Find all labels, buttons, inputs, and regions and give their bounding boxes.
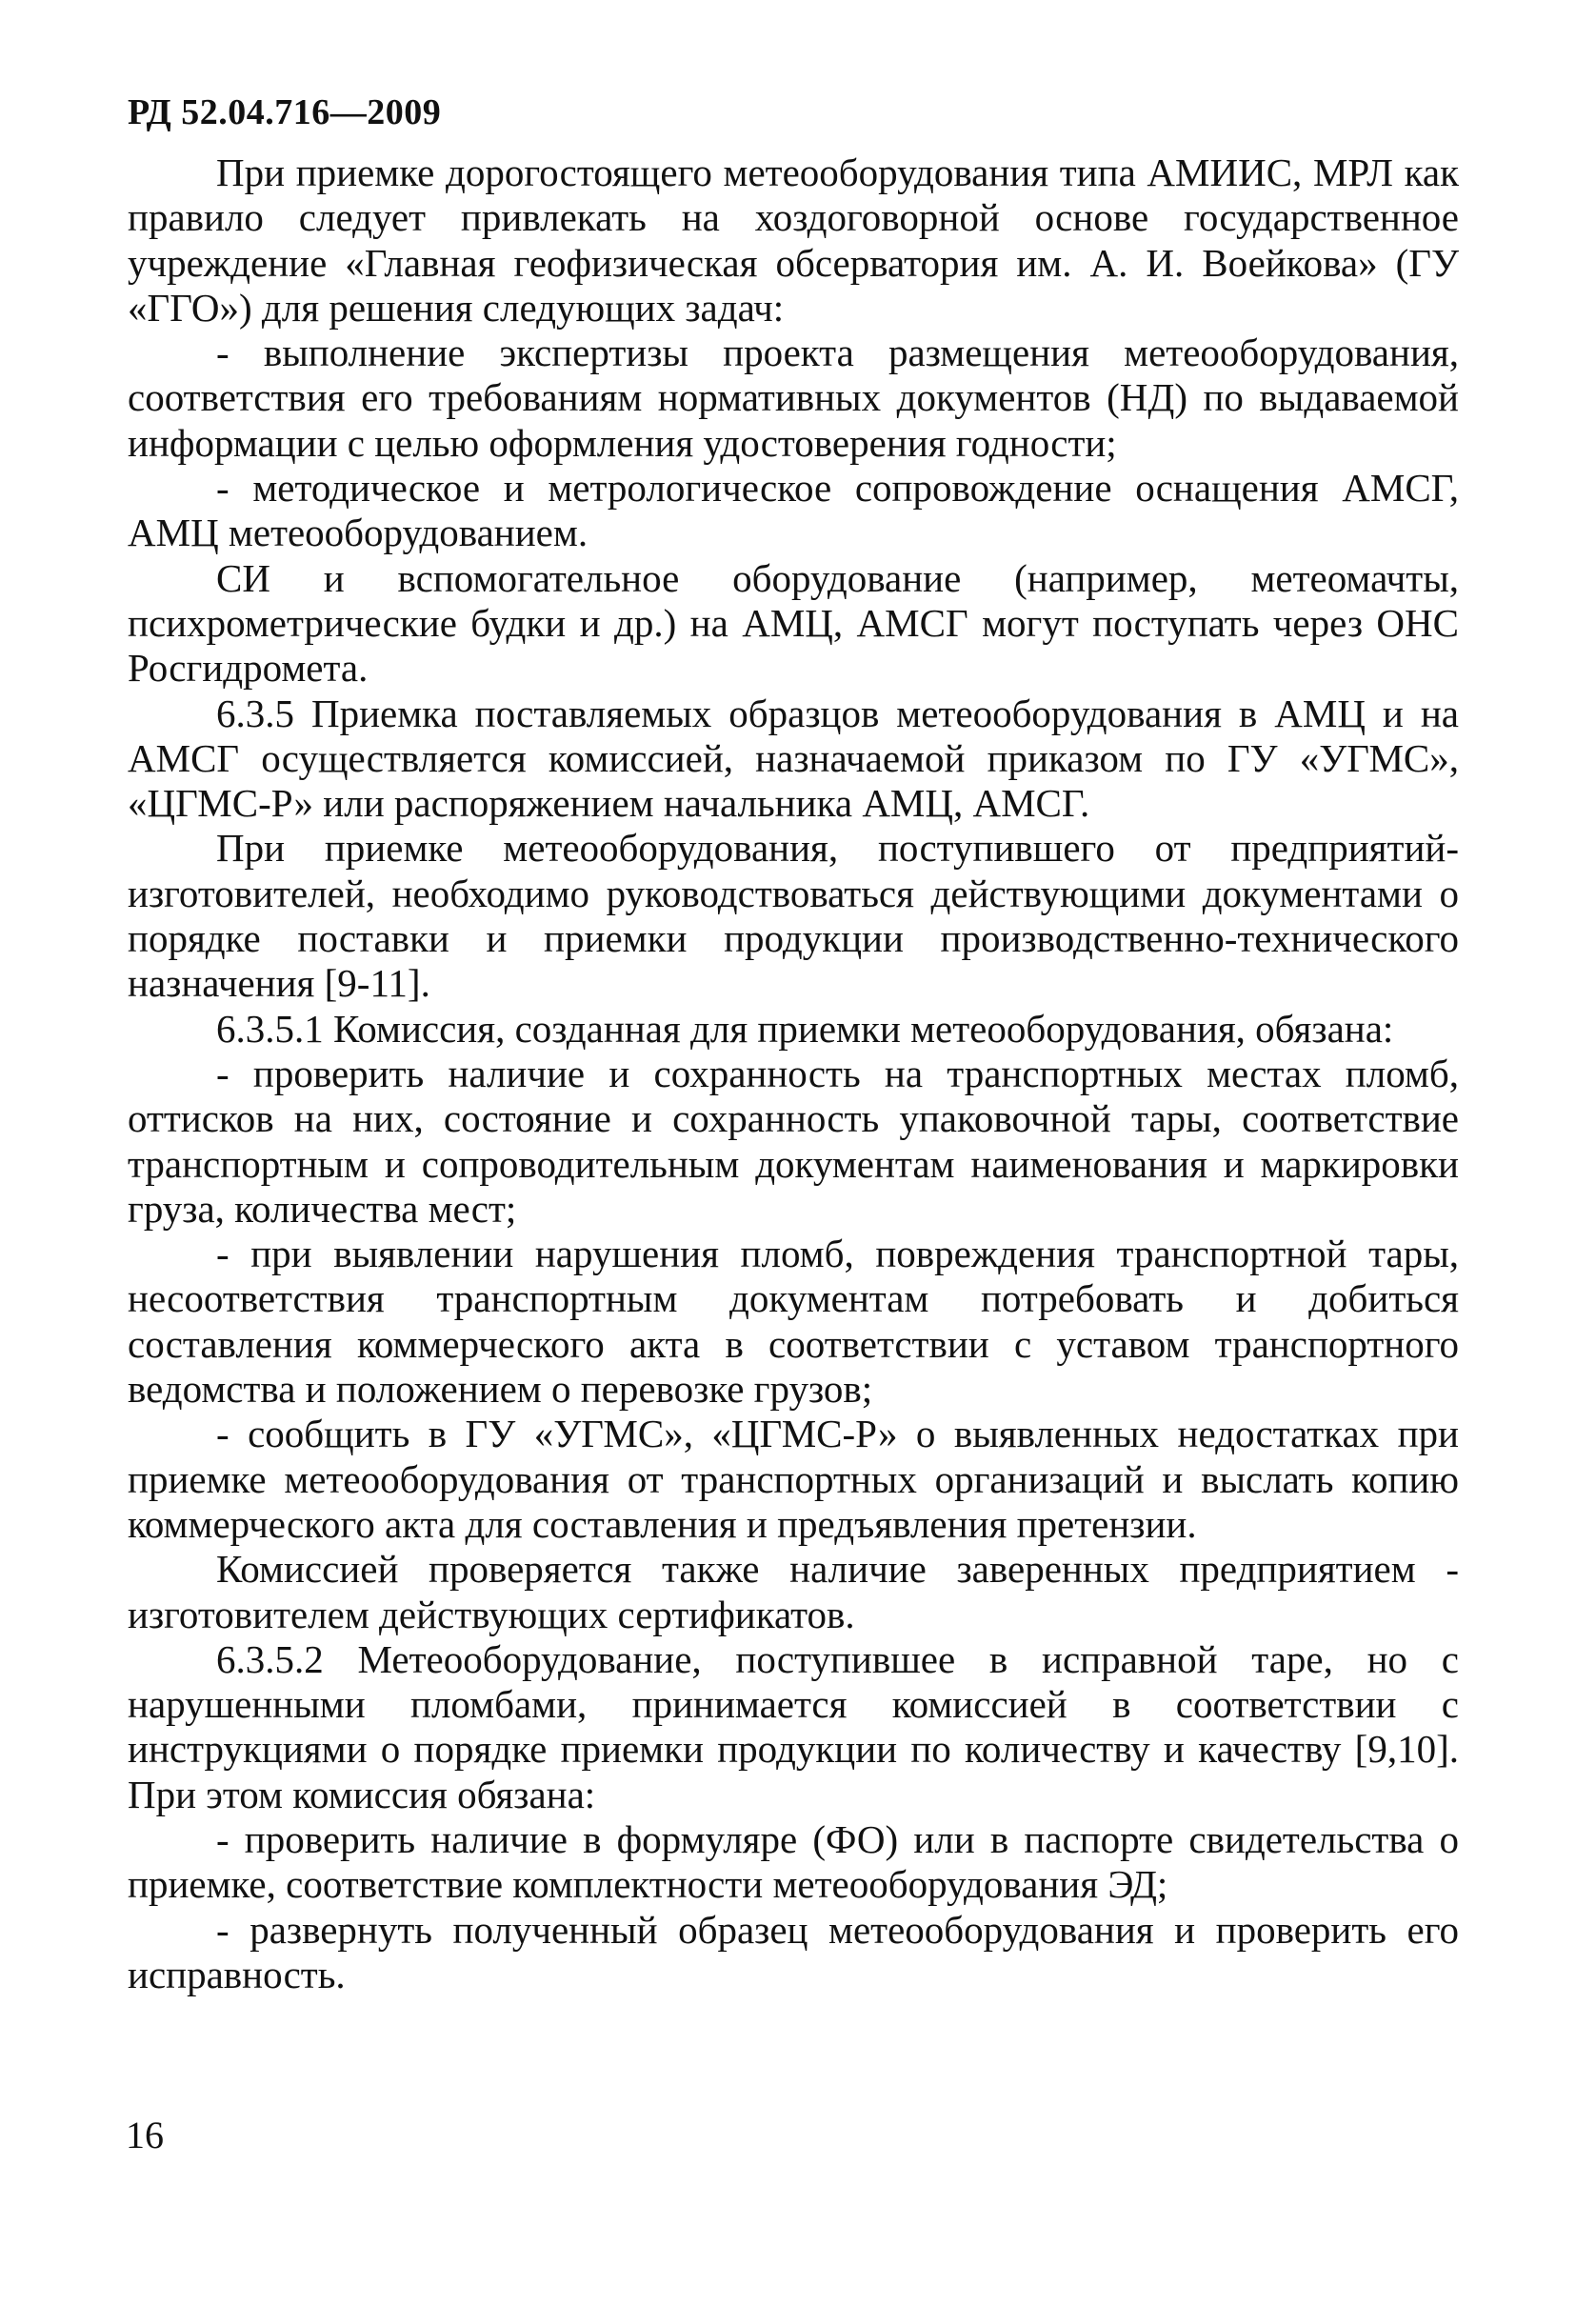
paragraph: Комиссией проверяется также наличие заверенных предприятием - изготовителем действующих сертификатов. bbox=[128, 1547, 1459, 1636]
paragraph: - выполнение экспертизы проекта размещения метеооборудования, соответствия его требованиям нормативных документов (НД) по выдаваемой информации с целью оформления удостоверения годности; bbox=[128, 331, 1459, 465]
paragraph: 6.3.5.2 Метеооборудование, поступившее в исправной таре, но с нарушенными пломбами, принимается комиссией в соответствии с инструкциями о порядке приемки продукции по количеству и качеству [9,10]. При этом комиссия обязана: bbox=[128, 1636, 1459, 1816]
paragraph: 6.3.5 Приемка поставляемых образцов метеооборудования в АМЦ и на АМСГ осуществляется комиссией, назначаемой приказом по ГУ «УГМС», «ЦГМС-Р» или распоряжением начальника АМЦ, АМСГ. bbox=[128, 691, 1459, 826]
paragraph: СИ и вспомогательное оборудование (например, метеомачты, психрометрические будки и др.) на АМЦ, АМСГ могут поступать через ОНС Росгидромета. bbox=[128, 555, 1459, 691]
paragraph: При приемке метеооборудования, поступившего от предприятий-изготовителей, необходимо руководствоваться действующими документами о порядке поставки и приемки продукции производственно-технического назначения [9-11]. bbox=[128, 826, 1459, 1006]
paragraph: - проверить наличие и сохранность на транспортных местах пломб, оттисков на них, состояние и сохранность упаковочной тары, соответствие транспортным и сопроводительным документам наименования и маркировки груза, количества мест; bbox=[128, 1051, 1459, 1231]
paragraph: - развернуть полученный образец метеооборудования и проверить его исправность. bbox=[128, 1907, 1459, 1996]
paragraph: - сообщить в ГУ «УГМС», «ЦГМС-Р» о выявленных недостатках при приемке метеооборудования от транспортных организаций и выслать копию коммерческого акта для составления и предъявления претензии. bbox=[128, 1412, 1459, 1546]
paragraph: 6.3.5.1 Комиссия, созданная для приемки метеооборудования, обязана: bbox=[216, 1006, 1394, 1051]
paragraph: - проверить наличие в формуляре (ФО) или в паспорте свидетельства о приемке, соответствие комплектности метеооборудования ЭД; bbox=[128, 1816, 1459, 1907]
document-body bbox=[128, 150, 1459, 1997]
page-number: 16 bbox=[126, 2114, 164, 2156]
paragraph: - при выявлении нарушения пломб, повреждения транспортной тары, несоответствия транспортным документам потребовать и добиться составления коммерческого акта в соответствии с уставом транспортного ведомства и положением о перевозке грузов; bbox=[128, 1232, 1459, 1412]
document-header: РД 52.04.716—2009 bbox=[128, 92, 442, 132]
paragraph: При приемке дорогостоящего метеооборудования типа АМИИС, МРЛ как правило следует привлекать на хоздоговорной основе государственное учреждение «Главная геофизическая обсерватория им. А. И. Воейкова» (ГУ «ГГО») для решения следующих задач: bbox=[128, 150, 1459, 330]
paragraph: - методическое и метрологическое сопровождение оснащения АМСГ, АМЦ метеооборудованием. bbox=[128, 466, 1459, 555]
